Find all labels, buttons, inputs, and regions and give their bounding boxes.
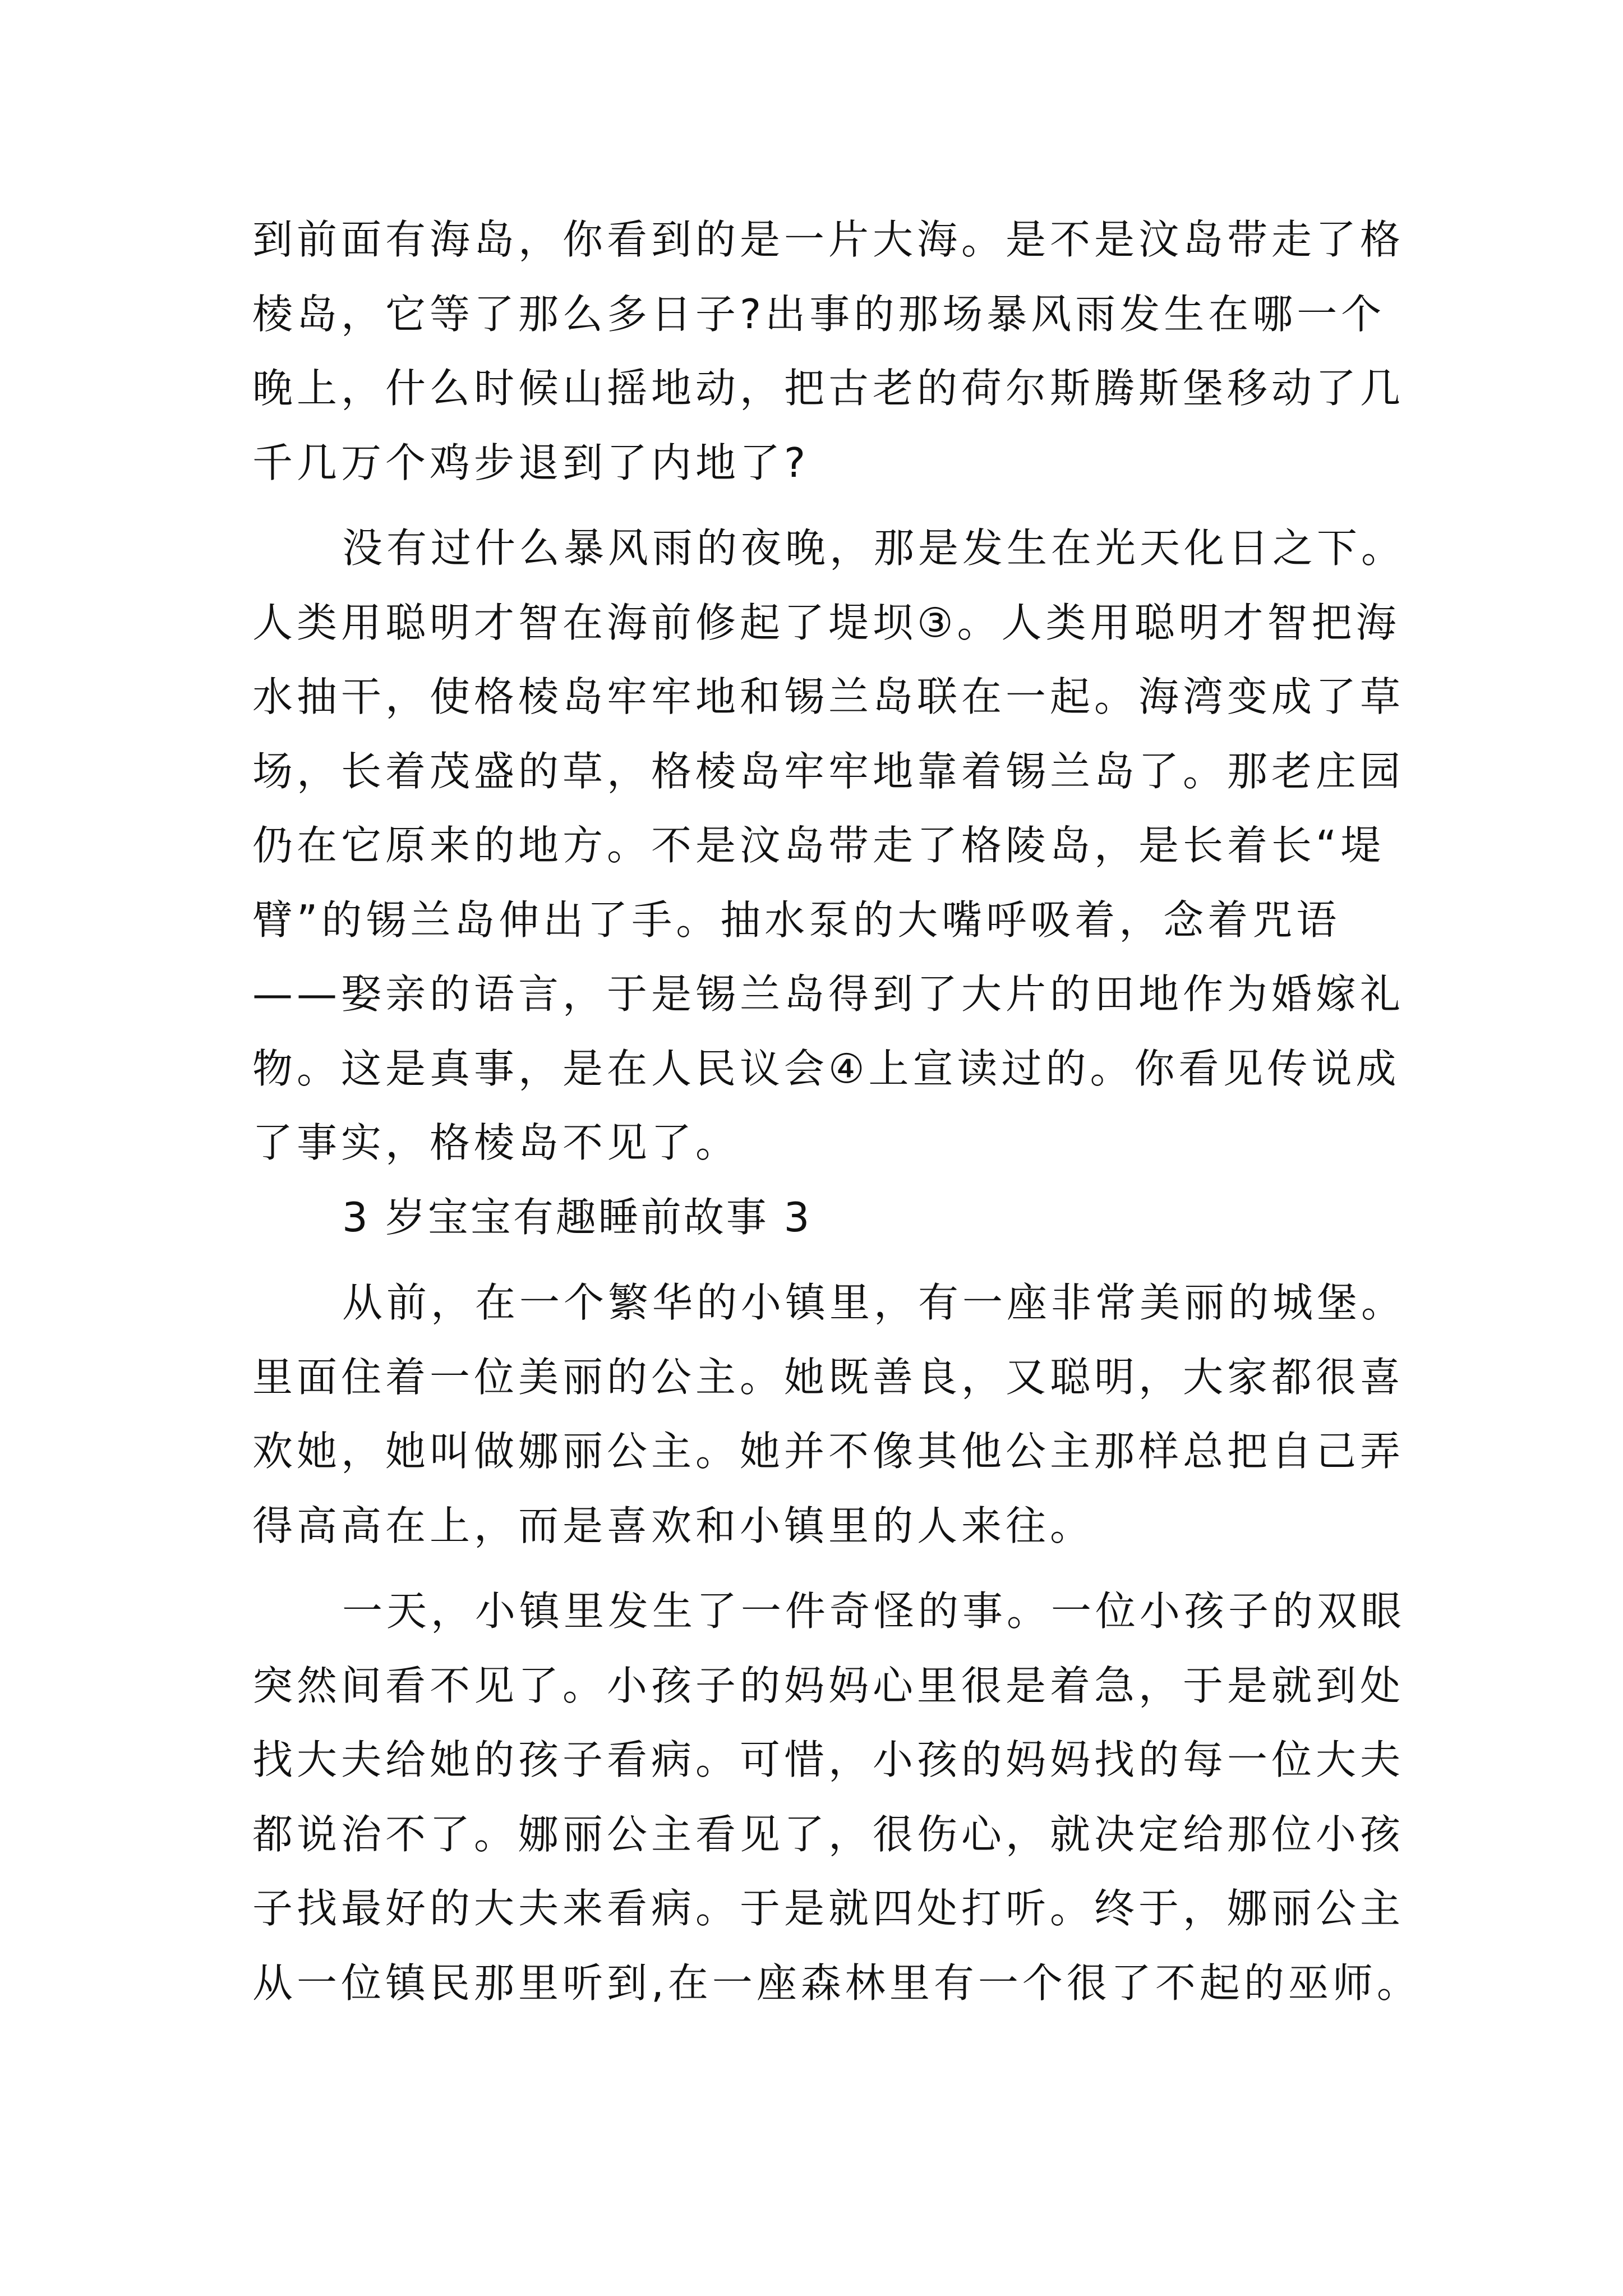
text-line: 欢她，她叫做娜丽公主。她并不像其他公主那样总把自己弄 bbox=[252, 1428, 1405, 1475]
text-line: 水抽干，使格棱岛牢牢地和锡兰岛联在一起。海湾变成了草 bbox=[252, 673, 1405, 720]
text-line: 物。这是真事，是在人民议会④上宣读过的。你看见传说成 bbox=[252, 1045, 1400, 1092]
text-line: 都说治不了。娜丽公主看见了，很伤心，就决定给那位小孩 bbox=[252, 1811, 1405, 1858]
text-line: 找大夫给她的孩子看病。可惜，小孩的妈妈找的每一位大夫 bbox=[252, 1736, 1405, 1783]
text-line: 到前面有海岛，你看到的是一片大海。是不是汶岛带走了格 bbox=[252, 216, 1405, 263]
text-line: 棱岛，它等了那么多日子?出事的那场暴风雨发生在哪一个 bbox=[252, 291, 1386, 338]
text-line: ——娶亲的语言，于是锡兰岛得到了大片的田地作为婚嫁礼 bbox=[252, 970, 1405, 1018]
paragraph-start-line: 一天，小镇里发生了一件奇怪的事。一位小孩子的双眼 bbox=[342, 1588, 1406, 1635]
text-line: 得高高在上，而是喜欢和小镇里的人来往。 bbox=[252, 1502, 1095, 1549]
text-line: 突然间看不见了。小孩子的妈妈心里很是着急，于是就到处 bbox=[252, 1662, 1405, 1709]
paragraph-start-line: 从前，在一个繁华的小镇里，有一座非常美丽的城堡。 bbox=[342, 1279, 1406, 1326]
text-line: 人类用聪明才智在海前修起了堤坝③。人类用聪明才智把海 bbox=[252, 599, 1400, 646]
text-line: 从一位镇民那里听到,在一座森林里有一个很了不起的巫师。 bbox=[252, 1959, 1421, 2007]
text-line: 臂”的锡兰岛伸出了手。抽水泵的大嘴呼吸着，念着咒语 bbox=[252, 896, 1341, 944]
text-line: 里面住着一位美丽的公主。她既善良，又聪明，大家都很喜 bbox=[252, 1354, 1405, 1401]
text-line: 了事实，格棱岛不见了。 bbox=[252, 1119, 740, 1166]
paragraph-start-line: 没有过什么暴风雨的夜晚，那是发生在光天化日之下。 bbox=[342, 524, 1406, 572]
text-line: 晚上，什么时候山摇地动，把古老的荷尔斯腾斯堡移动了几 bbox=[252, 365, 1405, 412]
text-line: 子找最好的大夫来看病。于是就四处打听。终于，娜丽公主 bbox=[252, 1885, 1405, 1932]
text-line: 仍在它原来的地方。不是汶岛带走了格陵岛，是长着长“堤 bbox=[252, 822, 1385, 869]
section-heading: 3 岁宝宝有趣睡前故事 3 bbox=[342, 1194, 812, 1241]
text-line: 千几万个鸡步退到了内地了? bbox=[252, 439, 810, 486]
text-line: 场，长着茂盛的草，格棱岛牢牢地靠着锡兰岛了。那老庄园 bbox=[252, 748, 1405, 795]
